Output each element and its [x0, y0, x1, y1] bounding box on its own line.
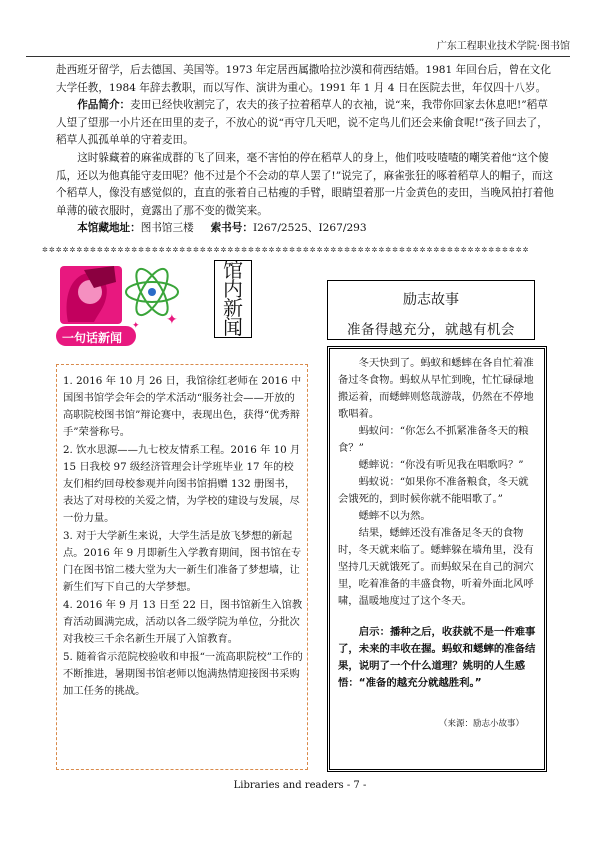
story-subtitle: 准备得越充分，就越有机会: [347, 322, 515, 338]
news-title-char: 内: [223, 277, 243, 301]
story-box: [327, 346, 547, 772]
location-value: 图书馆三楼: [140, 222, 194, 235]
holding-info: [56, 220, 556, 238]
story-paragraph: 蟋蟀不以为然。: [358, 510, 431, 522]
one-line-news-logo: [54, 262, 194, 352]
story-heading-box: [327, 280, 535, 340]
news-item: 5. 随着省示范院校验收和申报“一流高职院校”工作的不断推进，暑期图书馆老师以饱满热情迎接图书采购加工任务的挑战。: [63, 651, 303, 697]
news-item: 3. 对于大学新生来说，大学生活是放飞梦想的新起点。2016 年 9 月即新生入学教育期间，图书馆在专门在图书馆二楼大堂为大一新生们准备了梦想墙，让新生们写下自己的大学梦想。: [63, 530, 302, 593]
page-footer: Libraries and readers - 7 -: [233, 780, 367, 791]
excerpt-paragraph-2: 这时躲藏着的麻雀成群的飞了回来，毫不害怕的停在稻草人的身上，他们吱吱喳喳的嘲笑着他“这个傻瓜，还以为他真能守麦田呢？他不过是个不会动的草人罢了!”说完了，麻雀张狂的啄着稻草人的帽子，而这个稻草人，像没有感觉似的，直直的张着自己枯瘦的手臂，眼睛望着那一片金黄色的麦田，当晚风拍打着他单薄的破衣服时，竟露出了那不变的微笑来。: [56, 151, 554, 217]
excerpt-paragraph-1: 作品简介：麦田已经快收割完了，农夫的孩子拉着稻草人的衣袖，说“来，我带你回家去休息吧!”稻草人望了望那一小片还在田里的麦子，不放心的说“再守几天吧，说不定鸟儿们还会来偷食呢!”孩子回去了，稻草人孤孤单单的守着麦田。: [56, 99, 548, 147]
story-section-title: 励志故事: [403, 292, 459, 308]
star-divider: ✲✲✲✲✲✲✲✲✲✲✲✲✲✲✲✲✲✲✲✲✲✲✲✲✲✲✲✲✲✲✲✲✲✲✲✲✲✲✲✲✲✲✲✲✲✲✲✲✲✲✲✲✲✲✲✲✲✲✲✲✲✲✲✲✲✲✲✲✲✲✲: [42, 246, 530, 254]
excerpt-label: 作品简介：: [77, 99, 131, 112]
location-label: 本馆藏地址：: [77, 222, 141, 235]
header-institution: 广东工程职业技术学院·图书馆: [436, 41, 570, 52]
news-title-char: 新: [223, 296, 243, 320]
story-paragraph: 冬天快到了。蚂蚁和蟋蟀在各自忙着准备过冬食物。蚂蚁从早忙到晚，忙忙碌碌地搬运着，而蟋蟀则悠哉游哉，仍然在不停地歌唱着。: [338, 357, 534, 420]
story-paragraph: 蚂蚁问：“你怎么不抓紧准备冬天的粮食？”: [338, 425, 529, 454]
news-item: 2. 饮水思源——九七校友情系工程。2016 年 10 月 15 日我校 97 级经济管理会计学班毕业 17 年的校友们相约回母校参观并向图书馆捐赠 132 册图书，表达了对母校的关爱之情，为学校的建设与发展，尽一份力量。: [63, 444, 301, 524]
story-source: （来源：励志小故事）: [438, 719, 524, 729]
story-paragraph: 结果，蟋蟀还没有准备足冬天的食物时，冬天就来临了。蟋蟀躲在墙角里，没有坚持几天就饿死了。而蚂蚁呆在自己的洞穴里，吃着准备的丰盛食物，听着外面北风呼啸，温暖地度过了这个冬天。: [338, 527, 534, 607]
story-moral: 启示：播种之后，收获就不是一件难事了，未来的丰收在握。蚂蚁和蟋蟀的准备结果，说明了一个什么道理？姚明的人生感悟：“准备的越充分就越胜利。”: [338, 626, 536, 689]
logo-caption: 一句话新闻: [62, 331, 123, 345]
callno-value: I267/2525、I267/293: [252, 222, 367, 235]
story-paragraph: 蚂蚁说：“如果你不准备粮食，冬天就会饿死的，到时候你就不能唱歌了。”: [338, 476, 529, 505]
news-item: 4. 2016 年 9 月 13 日至 22 日，图书馆新生入馆教育活动圆满完成，活动以各二级学院为单位，分批次对我校三千余名新生开展了入馆教育。: [63, 599, 303, 645]
news-item: 1. 2016 年 10 月 26 日，我馆徐红老师在 2016 中国图书馆学会年会的学术活动“服务社会——开放的高职院校图书馆”辩论赛中，表现出色，获得“优秀辩手”荣誉称号。: [63, 375, 302, 438]
page-header: [26, 40, 570, 57]
callno-label: 索书号：: [210, 222, 253, 235]
svg-text:✦: ✦: [132, 321, 140, 331]
news-title-char: 馆: [223, 258, 243, 282]
author-bio: 赴西班牙留学，后去德国、美国等。1973 年定居西属撒哈拉沙漠和荷西结婚。1981 年回台后，曾在文化大学任教，1984 年辞去教职，而以写作、演讲为重心。1991 年 1 月 4 日在医院去世，年仅四十八岁。: [56, 64, 551, 94]
news-list: [56, 364, 308, 770]
svg-text:✦: ✦: [166, 312, 178, 328]
story-paragraph: 蟋蟀说：“你没有听见我在唱歌吗？”: [358, 459, 524, 471]
book-article: [56, 62, 556, 238]
news-section-title: [214, 260, 252, 338]
news-title-char: 闻: [223, 315, 243, 339]
